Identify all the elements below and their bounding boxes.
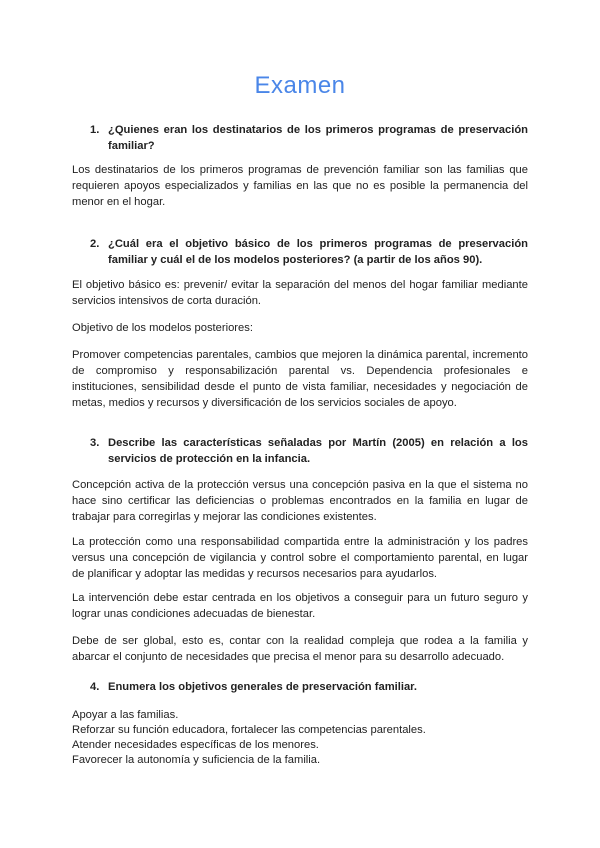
question-text: Enumera los objetivos generales de preservación familiar. (108, 681, 418, 693)
question-3 (72, 435, 528, 467)
question-text: ¿Cuál era el objetivo básico de los primeros programas de preservación familiar y cuál el de los modelos posteriores? (a partir de los años 90). (108, 238, 528, 266)
answer-paragraph: Debe de ser global, esto es, contar con la realidad compleja que rodea a la familia y abarcar el conjunto de necesidades que precisa el menor para su desarrollo adecuado. (72, 635, 528, 663)
answer-paragraph: Promover competencias parentales, cambios que mejoren la dinámica parental, incremento de compromiso y responsabilización parental vs. Dependencia profesionales e instituciones, sensibilidad desde el punto de vista familiar, necesidades y negociación de metas, medios y recursos y diversificación de los servicios sociales de apoyo. (72, 349, 528, 409)
question-2 (72, 236, 528, 268)
question-number: 4. (90, 681, 100, 693)
question-number: 1. (90, 124, 100, 136)
answer-paragraph: El objetivo básico es: prevenir/ evitar la separación del menos del hogar familiar mediante servicios intensivos de corta duración. (72, 279, 528, 307)
answer-paragraph: Concepción activa de la protección versus una concepción pasiva en la que el sistema no hace sino certificar las deficiencias o problemas encontrados en la familia en lugar de trabajar para corregirlas y mejorar las condiciones existentes. (72, 479, 528, 523)
question-number: 2. (90, 238, 100, 250)
question-text: ¿Quienes eran los destinatarios de los primeros programas de preservación familiar? (108, 124, 528, 152)
answer-paragraph: La intervención debe estar centrada en los objetivos a conseguir para un futuro seguro y lograr unas condiciones adecuadas de bienestar. (72, 592, 528, 620)
question-4 (72, 679, 528, 695)
question-1 (72, 122, 528, 154)
answer-paragraph: Los destinatarios de los primeros programas de prevención familiar son las familias que requieren apoyos especializados y familias en las que no es posible la permanencia del menor en el hogar. (72, 164, 528, 208)
question-number: 3. (90, 437, 100, 449)
list-item: Atender necesidades específicas de los menores. (72, 739, 319, 751)
answer-paragraph: La protección como una responsabilidad compartida entre la administración y los padres versus una concepción de vigilancia y control sobre el comportamiento parental, en lugar de planificar y adoptar las medidas y recursos necesarios para ayudarlos. (72, 536, 528, 580)
page-title: Examen (254, 72, 346, 99)
list-item: Apoyar a las familias. (72, 709, 179, 721)
objectives-list (72, 708, 528, 768)
list-item: Reforzar su función educadora, fortalecer las competencias parentales. (72, 724, 426, 736)
list-item: Favorecer la autonomía y suficiencia de la familia. (72, 754, 321, 766)
question-text: Describe las características señaladas por Martín (2005) en relación a los servicios de protección en la infancia. (108, 437, 528, 465)
answer-paragraph: Objetivo de los modelos posteriores: (72, 322, 253, 334)
